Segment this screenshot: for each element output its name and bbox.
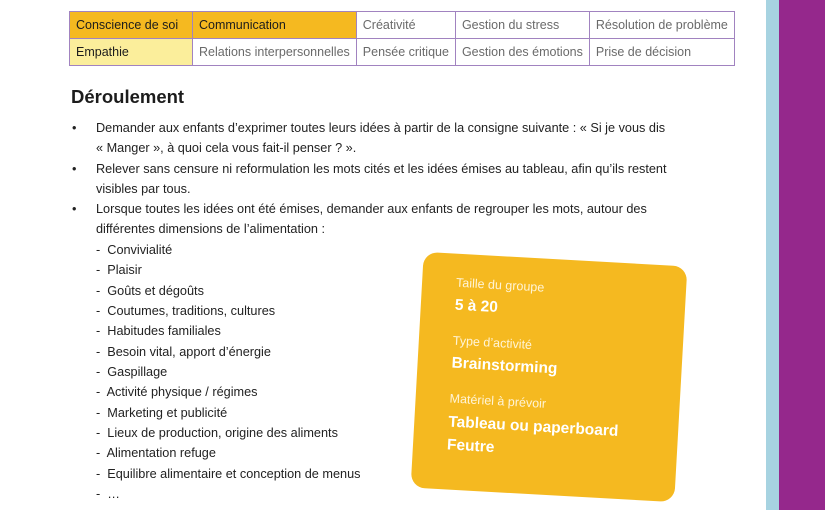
- bullet-icon: •: [72, 121, 77, 135]
- dimension-label: Gaspillage: [107, 365, 168, 380]
- side-stripe-purple: [779, 0, 825, 510]
- list-item: - Convivialité: [96, 243, 173, 257]
- list-item: - Gaspillage: [96, 365, 168, 380]
- dimension-label: Habitudes familiales: [107, 324, 221, 339]
- activity-type-label: Type d’activité: [452, 333, 533, 352]
- instruction-list: [70, 118, 730, 240]
- bullet-icon: •: [72, 161, 77, 176]
- skill-cell: Résolution de problème: [589, 12, 734, 39]
- material-value: Feutre: [446, 436, 495, 457]
- skill-cell: Gestion des émotions: [455, 39, 589, 66]
- dimension-label: Goûts et dégoûts: [107, 283, 204, 298]
- list-item: - Besoin vital, apport d’énergie: [96, 344, 271, 359]
- dimension-label: Convivialité: [107, 243, 173, 257]
- list-item: [70, 199, 730, 240]
- skill-cell: Créativité: [356, 12, 455, 39]
- list-item: - Activité physique / régimes: [96, 385, 258, 400]
- list-item-line: visibles par tous.: [96, 181, 191, 196]
- dimension-label: Activité physique / régimes: [106, 385, 258, 400]
- dimension-label: Alimentation refuge: [106, 446, 216, 461]
- skills-table: [69, 11, 735, 66]
- list-item: [70, 118, 730, 159]
- skills-row: [70, 39, 735, 66]
- material-value: Tableau ou paperboard: [447, 413, 619, 440]
- group-size-value: 5 à 20: [454, 296, 499, 317]
- skill-cell: Relations interpersonnelles: [193, 39, 357, 66]
- bullet-icon: •: [72, 202, 77, 217]
- skill-cell: Prise de décision: [589, 39, 734, 66]
- skill-cell: Conscience de soi: [70, 12, 193, 39]
- dimension-label: Marketing et publicité: [107, 405, 228, 420]
- activity-type-value: Brainstorming: [451, 354, 558, 378]
- activity-info-card: [411, 252, 688, 502]
- list-item: - Coutumes, traditions, cultures: [96, 304, 276, 319]
- list-item-line: Lorsque toutes les idées ont été émises, demander aux enfants de regrouper les mots, autour des: [96, 202, 647, 217]
- skills-row: [70, 12, 735, 39]
- dimension-label: Besoin vital, apport d’énergie: [107, 344, 271, 359]
- list-item: - Goûts et dégoûts: [96, 283, 204, 298]
- list-item-line: Demander aux enfants d’exprimer toutes leurs idées à partir de la consigne suivante : « Si je vous dis: [96, 121, 666, 135]
- list-item: - Marketing et publicité: [96, 405, 228, 420]
- skill-cell: Gestion du stress: [455, 12, 589, 39]
- material-label: Matériel à prévoir: [449, 391, 547, 411]
- side-stripe-light: [766, 0, 779, 510]
- list-item-line: différentes dimensions de l’alimentation :: [96, 222, 325, 237]
- dimension-label: Coutumes, traditions, cultures: [107, 304, 276, 319]
- list-item: - Equilibre alimentaire et conception de menus: [96, 466, 361, 481]
- dimension-label: Equilibre alimentaire et conception de menus: [107, 466, 361, 481]
- section-title: Déroulement: [71, 86, 185, 107]
- list-item: - Alimentation refuge: [96, 446, 216, 461]
- skill-cell: Pensée critique: [356, 39, 455, 66]
- list-item-line: « Manger », à quoi cela vous fait-il penser ? ».: [96, 141, 357, 156]
- list-item: - Lieux de production, origine des aliments: [96, 426, 338, 441]
- list-item: - …: [96, 487, 120, 502]
- list-item: [70, 159, 730, 200]
- dimension-label: Lieux de production, origine des aliments: [107, 426, 338, 441]
- dimension-list: [96, 240, 360, 504]
- list-item: - Plaisir: [96, 263, 142, 278]
- group-size-label: Taille du groupe: [455, 275, 545, 295]
- dimension-label: Plaisir: [107, 263, 142, 278]
- skill-cell: Empathie: [70, 39, 193, 66]
- dimension-label: …: [107, 487, 120, 502]
- skill-cell: Communication: [193, 12, 357, 39]
- list-item-line: Relever sans censure ni reformulation les mots cités et les idées émises au tableau, afin qu’ils restent: [96, 161, 667, 176]
- list-item: - Habitudes familiales: [96, 324, 221, 339]
